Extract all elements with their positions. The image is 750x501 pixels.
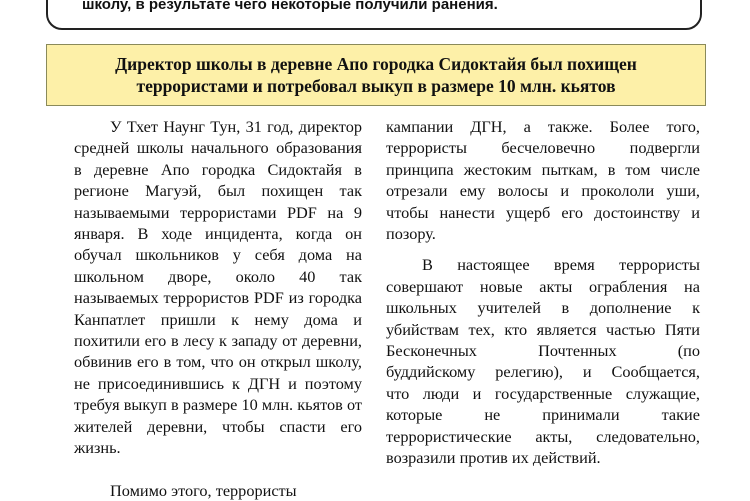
left-line: Помимо этого, террористы (110, 480, 297, 500)
right-line: чтобы нанести ущерб его достоинству и (386, 202, 700, 222)
left-line: называемыми террористами PDF на 9 (74, 202, 362, 222)
headline-line-2: террористами и потребовал выкуп в размере 10 млн. кьятов (136, 76, 616, 96)
headline-line-1: Директор школы в деревне Апо городка Сидоктайя был похищен (115, 54, 637, 74)
right-line: террористы бесчеловечно подвергли (386, 138, 700, 158)
right-column (386, 116, 700, 469)
right-line: принципа жестоким пыткам, в том числе (386, 159, 700, 179)
left-line: в деревне Апо городка Сидоктайя в (74, 159, 362, 179)
left-line: обвинив его в том, что он открыл школу, (74, 352, 362, 372)
right-line: позору. (386, 224, 436, 244)
left-line: января. В ходе инцидента, когда он (74, 224, 362, 244)
right-line: убийствам тех, кто является частью Пяти (386, 319, 700, 339)
right-line: Бесконечных Почтенных (по (386, 341, 700, 361)
left-line: жизнь. (74, 438, 121, 458)
left-column (74, 116, 362, 501)
left-line: требуя выкуп в размере 10 млн. кьятов от (74, 395, 362, 415)
right-line: отрезали ему волосы и прокололи уши, (386, 181, 700, 201)
left-line: жителей деревни, чтобы спасти его (74, 416, 362, 436)
right-line: кампании ДГН, а также. Более того, (386, 117, 700, 136)
previous-article-box (46, 0, 702, 30)
right-line: которые не принимали такие (386, 405, 700, 425)
left-line: школьном дворе, около 40 так (74, 266, 362, 286)
left-line: похитили его в лесу к западу от деревни, (74, 331, 362, 351)
article-headline-box (46, 44, 706, 106)
right-line: террористические акты, следовательно, (386, 426, 700, 446)
left-line: средней школы начального образования (74, 138, 362, 158)
left-line: обучал школьников у себя дома на (74, 245, 362, 265)
right-line: возразили против их действий. (386, 448, 601, 468)
previous-article-text: школу, в результате чего некоторые получили ранения. (82, 0, 498, 13)
left-line: Канпатлет пришли к нему дома и (74, 309, 362, 329)
right-line: совершают новые акты ограбления на (386, 276, 700, 296)
left-line: называемых террористов PDF из городка (74, 288, 362, 308)
article-headline (95, 53, 657, 97)
right-line: В настоящее время террористы (422, 255, 700, 275)
left-line: не присоединившись к ДГН и поэтому (74, 373, 362, 393)
left-line: регионе Магуэй, был похищен так (74, 181, 362, 201)
right-line: что люди и государственные служащие, (386, 383, 700, 403)
right-line: буддийскому релегию), и Сообщается, (386, 362, 700, 382)
right-line: школьных учителей в дополнение к (386, 298, 700, 318)
left-line: У Тхет Наунг Тун, 31 год, директор (110, 117, 362, 136)
